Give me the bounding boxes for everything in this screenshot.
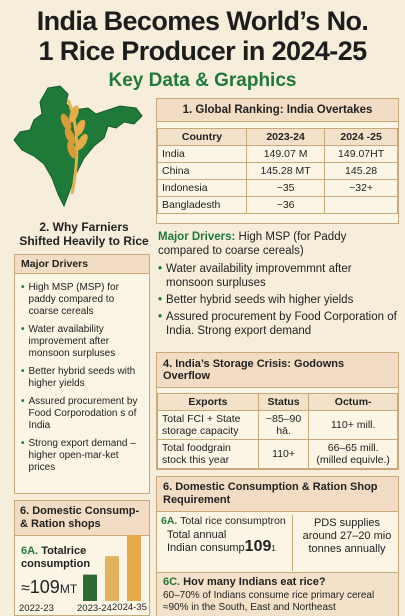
bar-label-2023-24: 2023-24 xyxy=(77,603,112,614)
bullet-dot-icon: • xyxy=(158,263,163,275)
table-header: 2023-24 xyxy=(247,129,325,146)
list-item: • Water availability improvemmnt after monsoon surpluses xyxy=(158,263,352,289)
domestic-consumption-left-section xyxy=(14,500,150,616)
bar-2023-24 xyxy=(105,556,119,601)
table-header: 2024 -25 xyxy=(325,129,398,146)
table-cell: 110+ mill. xyxy=(309,411,398,440)
major-drivers-header: Major Drivers xyxy=(15,255,149,274)
table-cell: ~85–90 hā. xyxy=(258,411,309,440)
global-ranking-table xyxy=(157,128,398,214)
table-cell: ~35 xyxy=(247,180,325,197)
why-farmers-section xyxy=(14,254,150,494)
why-farmers-title-line2: Shifted Heavily to Rice xyxy=(19,234,149,248)
page-title-line2: 1 Rice Producer in 2024-25 xyxy=(38,36,367,66)
list-item: • High MSP (MSP) for paddy compared to coarse cereals xyxy=(21,282,119,317)
table-cell xyxy=(325,197,398,214)
page-title-line1: India Becomes World’s No. xyxy=(36,6,369,36)
global-ranking-title: 1. Global Ranking: India Overtakes xyxy=(157,99,398,122)
table-cell: ~36 xyxy=(247,197,325,214)
pds-supplies: PDS supplies around 27–20 mio tonnes annually xyxy=(302,517,392,555)
table-cell: 66–65 mill. (milled equivle.) xyxy=(309,440,398,469)
domestic-consumption-right-section xyxy=(156,476,399,616)
list-item: • Strong export demand – higher open-mar-ket prices xyxy=(21,438,136,473)
consumption-6a-card xyxy=(161,515,293,571)
bullet-dot-icon: • xyxy=(21,396,25,407)
bar-label-2024-35: 2024-35 xyxy=(112,602,147,613)
domestic-consumption-left-title: 6. Domestic Consump- & Ration shops xyxy=(15,501,149,536)
india-map-icon xyxy=(8,84,148,210)
table-cell: India xyxy=(158,146,247,163)
table-header: Country xyxy=(158,129,247,146)
rice-eaters-answer: 60–70% of Indians consume rice primary cereal ≈90% in the South, East and Northeast xyxy=(163,590,375,613)
major-drivers-lead: Major Drivers: High MSP (for Paddy compared to coarse cereals) xyxy=(158,231,347,257)
major-drivers-block xyxy=(158,230,400,338)
table-cell: 149.07HT xyxy=(325,146,398,163)
storage-table xyxy=(157,393,398,469)
table-cell: Indonesia xyxy=(158,180,247,197)
page-subtitle: Key Data & Graphics xyxy=(108,70,297,91)
table-cell: Bangladesth xyxy=(158,197,247,214)
why-farmers-title-line1: 2. Why Farniers xyxy=(39,220,129,234)
table-cell: 145.28 MT xyxy=(247,163,325,180)
list-item: • Assured procurement by Food Corporodation s of India xyxy=(21,396,138,431)
table-header: Exports xyxy=(158,394,259,411)
consumption-6a-label: 6A. Total rice consumptron xyxy=(161,515,286,527)
storage-crisis-title: 4. India’s Storage Crisis: Godowns Overflow xyxy=(157,353,398,388)
list-item: • Better hybrid seeds with higher yields xyxy=(21,366,136,389)
global-ranking-section xyxy=(156,98,399,224)
bullet-dot-icon: • xyxy=(158,294,163,306)
table-row xyxy=(158,163,398,180)
domestic-consumption-right-title: 6. Domestic Consumption & Ration Shop Requirement xyxy=(157,477,398,512)
table-header: Octum- xyxy=(309,394,398,411)
bullet-dot-icon: • xyxy=(21,324,25,335)
table-cell: 145.28 xyxy=(325,163,398,180)
table-cell: Total FCI + State storage capacity xyxy=(158,411,259,440)
list-item: • Water availability improvement after monsoon surpluses xyxy=(21,324,116,359)
bullet-dot-icon: • xyxy=(21,282,25,293)
bullet-dot-icon: • xyxy=(21,366,25,377)
table-row xyxy=(158,197,398,214)
table-cell: Total foodgrain stock this year xyxy=(158,440,259,469)
table-cell: 149.07 M xyxy=(247,146,325,163)
total-consumption-value: ≈109MT xyxy=(21,577,78,597)
rice-eaters-card xyxy=(157,572,398,616)
bar-2022-23 xyxy=(83,575,97,601)
why-farmers-title xyxy=(14,220,154,248)
consumption-bar-chart xyxy=(81,533,147,601)
table-cell: ~32+ xyxy=(325,180,398,197)
table-cell: China xyxy=(158,163,247,180)
table-cell: 110+ xyxy=(258,440,309,469)
total-consumption-label: 6A. Totalrice consumption xyxy=(21,545,91,570)
bar-2024-35 xyxy=(127,535,141,601)
bullet-dot-icon: • xyxy=(158,311,163,323)
list-item: • Assured procurement by Food Corporation of India. Strong export demand xyxy=(158,311,397,337)
table-row xyxy=(158,146,398,163)
rice-eaters-question: 6C. Hov many Indians eat rice? xyxy=(163,576,326,588)
annual-consumption: Total annual Indian consump1091 xyxy=(167,529,276,555)
bar-label-2022-23: 2022-23 xyxy=(19,603,54,614)
table-header: Status xyxy=(258,394,309,411)
list-item: • Better hybrid seeds wih higher yields xyxy=(158,294,354,306)
table-row xyxy=(158,440,398,469)
table-row xyxy=(158,411,398,440)
storage-crisis-section xyxy=(156,352,399,470)
bullet-dot-icon: • xyxy=(21,438,25,449)
table-row xyxy=(158,180,398,197)
